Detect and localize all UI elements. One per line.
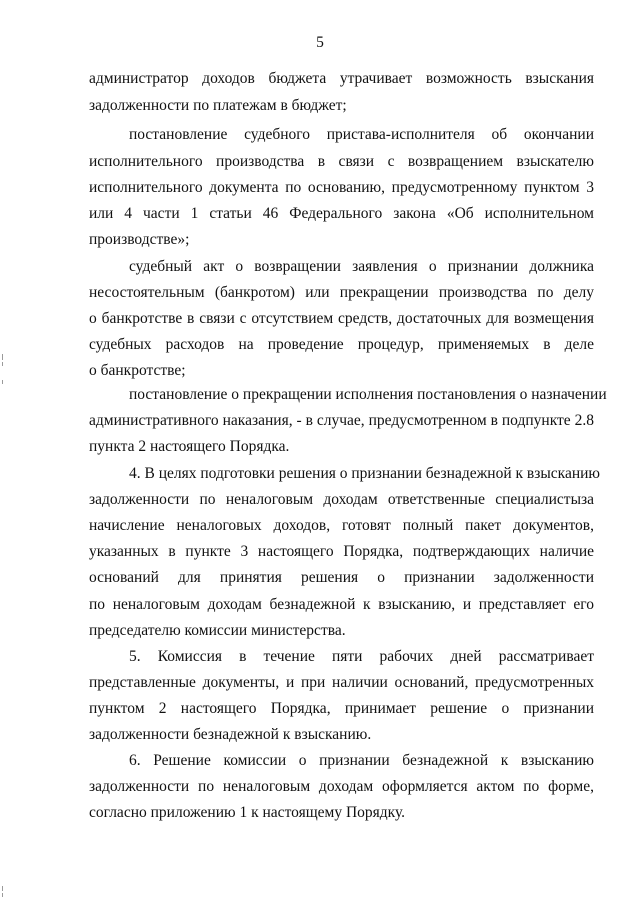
- text-line: 5. Комиссия в течение пяти рабочих дней рассматривает: [129, 648, 594, 665]
- text-line: согласно приложению 1 к настоящему Порядку.: [89, 804, 406, 821]
- text-line: администратор доходов бюджета утрачивает возможность взыскания: [89, 70, 594, 87]
- text-line: задолженности по неналоговым доходам ответственные специалистыза: [89, 491, 594, 508]
- page-number: 5: [316, 34, 324, 51]
- text-line: несостоятельным (банкротом) или прекращении производства по делу: [89, 284, 594, 301]
- text-line: председателю комиссии министерства.: [89, 622, 346, 639]
- scan-edge-mark: [2, 380, 3, 384]
- text-line: постановление о прекращении исполнения постановления о назначении: [129, 386, 607, 403]
- text-line: административного наказания, - в случае, предусмотренном в подпункте 2.8: [89, 412, 594, 429]
- text-line: оснований для принятия решения о признании задолженности: [89, 569, 594, 586]
- scan-edge-mark: [2, 362, 3, 366]
- text-line: задолженности безнадежной к взысканию.: [89, 726, 372, 743]
- text-line: пункта 2 настоящего Порядка.: [89, 438, 290, 455]
- text-line: начисление неналоговых доходов, готовят полный пакет документов,: [89, 517, 594, 534]
- text-line: постановление судебного пристава-исполнителя об окончании: [129, 126, 594, 143]
- text-line: по неналоговым доходам безнадежной к взысканию, и представляет его: [89, 596, 594, 613]
- text-line: представленные документы, и при наличии оснований, предусмотренных: [89, 674, 594, 691]
- text-line: 6. Решение комиссии о признании безнадежной к взысканию: [129, 752, 594, 769]
- text-line: судебных расходов на проведение процедур, применяемых в деле: [89, 336, 594, 353]
- scan-edge-mark: [2, 354, 3, 360]
- text-line: исполнительного документа по основанию, предусмотренному пунктом 3: [89, 179, 594, 196]
- text-line: судебный акт о возвращении заявления о признании должника: [129, 258, 594, 275]
- text-line: производстве»;: [89, 231, 190, 248]
- text-line: или 4 части 1 статьи 46 Федерального закона «Об исполнительном: [89, 205, 594, 222]
- text-line: о банкротстве в связи с отсутствием средств, достаточных для возмещения: [89, 310, 594, 327]
- text-line: 4. В целях подготовки решения о признании безнадежной к взысканию: [129, 465, 601, 482]
- text-line: указанных в пункте 3 настоящего Порядка, подтверждающих наличие: [89, 543, 594, 560]
- text-line: задолженности по платежам в бюджет;: [89, 97, 347, 114]
- text-line: задолженности по неналоговым доходам оформляется актом по форме,: [89, 778, 594, 795]
- scan-edge-mark: [2, 886, 3, 891]
- scan-edge-mark: [2, 893, 3, 897]
- text-line: пунктом 2 настоящего Порядка, принимает решение о признании: [89, 700, 594, 717]
- text-line: о банкротстве;: [89, 362, 186, 379]
- text-line: исполнительного производства в связи с возвращением взыскателю: [89, 153, 594, 170]
